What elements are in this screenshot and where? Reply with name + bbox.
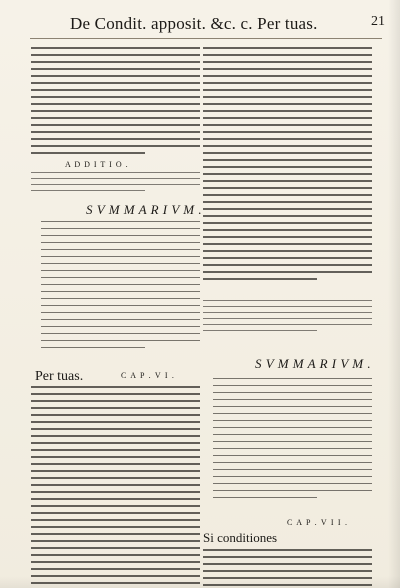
header-rule bbox=[30, 38, 382, 39]
marginal-note bbox=[203, 298, 372, 340]
summary-text bbox=[203, 376, 372, 526]
body-text-block bbox=[203, 44, 372, 294]
running-head: De Condit. apposit. &c. c. Per tuas. bbox=[70, 14, 318, 33]
chapter-text bbox=[31, 385, 200, 588]
page-bottom-shadow bbox=[0, 576, 400, 588]
summary-text bbox=[31, 219, 200, 364]
page-edge-shadow bbox=[388, 0, 400, 588]
left-column bbox=[31, 44, 203, 570]
addition-label: A D D I T I O . bbox=[65, 160, 129, 169]
chapter-rubric: Per tuas. bbox=[35, 369, 84, 384]
addition-text bbox=[31, 170, 200, 198]
chapter-rubric: Si conditiones bbox=[203, 530, 278, 545]
body-text-block bbox=[31, 44, 200, 164]
chapter-label: C A P . V I I . bbox=[287, 518, 349, 527]
summary-heading: S V M M A R I V M . bbox=[86, 202, 203, 217]
page-number: 21 bbox=[371, 14, 385, 29]
summary-heading: S V M M A R I V M . bbox=[255, 356, 372, 371]
chapter-label: C A P . V I . bbox=[121, 371, 176, 380]
right-column bbox=[203, 44, 372, 570]
